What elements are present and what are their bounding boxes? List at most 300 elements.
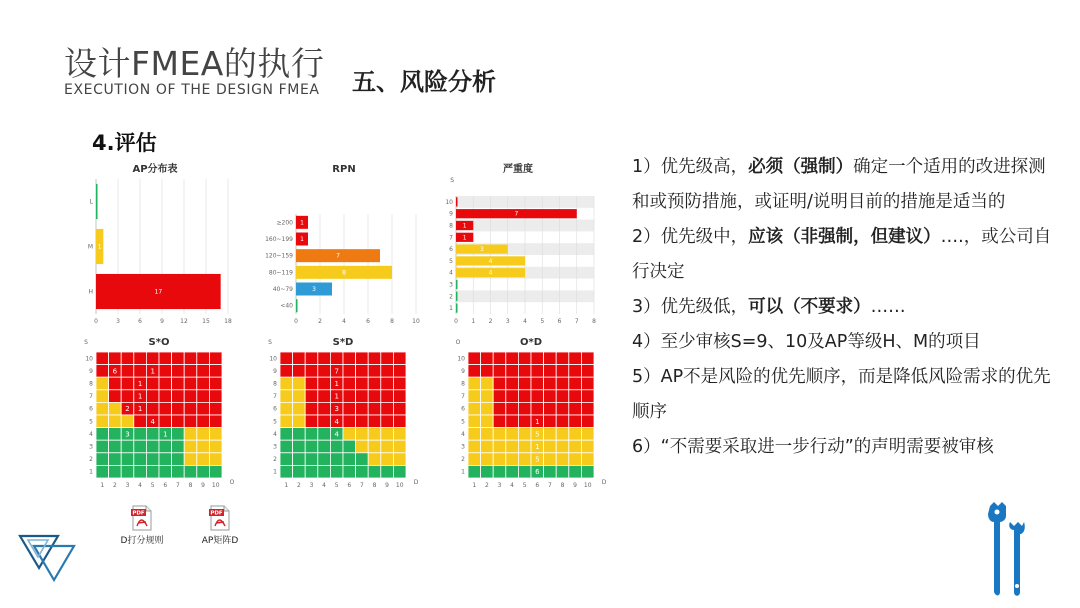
x-tick-label: 4 bbox=[523, 318, 527, 325]
y-tick-label: 6 bbox=[461, 405, 465, 413]
matrix-count-label: 6 bbox=[112, 367, 118, 376]
matrix-cell bbox=[197, 402, 210, 415]
matrix-cell bbox=[318, 428, 331, 441]
matrix-cell bbox=[159, 352, 172, 365]
x-tick-label: 2 bbox=[484, 482, 489, 489]
bar-value-label: 8 bbox=[342, 269, 346, 277]
matrix-count-label: 1 bbox=[334, 380, 339, 388]
bar-value-label: 1 bbox=[462, 222, 467, 230]
matrix-cell bbox=[109, 428, 122, 441]
y-tick-label: 40~79 bbox=[272, 286, 293, 293]
x-tick-label: 8 bbox=[390, 318, 394, 325]
matrix-cell bbox=[581, 390, 594, 403]
matrix-cell bbox=[518, 428, 531, 441]
matrix-cell bbox=[293, 465, 306, 478]
matrix-cell bbox=[481, 352, 494, 365]
matrix-cell bbox=[381, 428, 394, 441]
matrix-cell bbox=[172, 415, 185, 428]
x-tick-label: 6 bbox=[535, 482, 540, 489]
matrix-count-label: 1 bbox=[137, 405, 143, 414]
y-tick-label: 1 bbox=[461, 468, 465, 476]
matrix-cell bbox=[172, 453, 185, 466]
y-axis-label: S bbox=[450, 177, 454, 184]
matrix-cell bbox=[293, 402, 306, 415]
bar bbox=[456, 280, 458, 289]
matrix-cell bbox=[305, 365, 318, 378]
matrix-cell bbox=[293, 453, 306, 466]
matrix-cell bbox=[305, 352, 318, 365]
matrix-cell bbox=[506, 352, 519, 365]
x-tick-label: 12 bbox=[180, 318, 188, 325]
matrix-cell bbox=[581, 440, 594, 453]
y-tick-label: 9 bbox=[449, 210, 453, 218]
matrix-cell bbox=[172, 465, 185, 478]
matrix-cell bbox=[544, 402, 557, 415]
y-tick-label: 2 bbox=[461, 456, 465, 464]
matrix-cell bbox=[318, 415, 331, 428]
x-tick-label: 3 bbox=[116, 318, 120, 325]
x-tick-label: 2 bbox=[318, 318, 322, 325]
matrix-cell bbox=[368, 377, 381, 390]
guidance-notes bbox=[632, 150, 1052, 465]
matrix-cell bbox=[544, 390, 557, 403]
x-axis-label: D bbox=[601, 479, 607, 486]
x-tick-label: 2 bbox=[296, 482, 301, 489]
matrix-cell bbox=[493, 453, 506, 466]
matrix-cell bbox=[121, 415, 134, 428]
matrix-cell bbox=[356, 415, 369, 428]
matrix-cell bbox=[209, 402, 222, 415]
matrix-cell bbox=[96, 428, 109, 441]
matrix-cell bbox=[381, 440, 394, 453]
y-tick-label: 4 bbox=[449, 269, 453, 277]
matrix-cell bbox=[96, 465, 109, 478]
note-text: 2）优先级中， bbox=[632, 227, 749, 247]
matrix-cell bbox=[544, 465, 557, 478]
matrix-cell bbox=[493, 402, 506, 415]
attachment-d-scoring-rules[interactable] bbox=[110, 505, 174, 546]
x-tick-label: 1 bbox=[100, 482, 105, 489]
x-tick-label: 7 bbox=[547, 482, 552, 489]
wrench-icon bbox=[984, 500, 1032, 600]
matrix-cell bbox=[159, 377, 172, 390]
ap-distribution-chart bbox=[80, 160, 250, 332]
matrix-cell bbox=[96, 402, 109, 415]
bar-value-label: 1 bbox=[97, 243, 102, 251]
matrix-cell bbox=[209, 428, 222, 441]
matrix-cell bbox=[468, 465, 481, 478]
matrix-cell bbox=[197, 453, 210, 466]
matrix-cell bbox=[381, 352, 394, 365]
matrix-count-label: 5 bbox=[535, 430, 540, 439]
matrix-count-label: 1 bbox=[535, 417, 540, 426]
evaluation-title: 4.评估 bbox=[92, 131, 157, 155]
matrix-cell bbox=[109, 440, 122, 453]
note-item bbox=[632, 150, 1052, 220]
matrix-cell bbox=[506, 440, 519, 453]
matrix-cell bbox=[356, 377, 369, 390]
matrix-cell bbox=[318, 402, 331, 415]
matrix-cell bbox=[506, 365, 519, 378]
matrix-cell bbox=[184, 465, 197, 478]
matrix-cell bbox=[109, 415, 122, 428]
matrix-cell bbox=[121, 377, 134, 390]
matrix-cell bbox=[305, 428, 318, 441]
matrix-cell bbox=[293, 415, 306, 428]
matrix-cell bbox=[209, 453, 222, 466]
matrix-cell bbox=[318, 440, 331, 453]
x-tick-label: 5 bbox=[334, 482, 339, 489]
bar-value-label: 3 bbox=[312, 286, 316, 293]
y-tick-label: 5 bbox=[273, 418, 277, 426]
matrix-cell bbox=[134, 365, 147, 378]
matrix-cell bbox=[172, 428, 185, 441]
matrix-cell bbox=[531, 390, 544, 403]
y-tick-label: 10 bbox=[445, 198, 453, 206]
matrix-cell bbox=[197, 390, 210, 403]
triangle-logo-icon bbox=[18, 532, 76, 584]
matrix-cell bbox=[468, 402, 481, 415]
matrix-cell bbox=[184, 390, 197, 403]
matrix-cell bbox=[280, 428, 293, 441]
bar bbox=[456, 303, 458, 312]
matrix-cell bbox=[343, 415, 356, 428]
matrix-cell bbox=[318, 465, 331, 478]
matrix-cell bbox=[109, 465, 122, 478]
matrix-cell bbox=[146, 402, 159, 415]
matrix-cell bbox=[506, 390, 519, 403]
matrix-cell bbox=[209, 465, 222, 478]
matrix-cell bbox=[556, 415, 569, 428]
matrix-count-label: 1 bbox=[163, 430, 168, 439]
matrix-cell bbox=[305, 415, 318, 428]
bar-value-label: 7 bbox=[514, 210, 519, 218]
matrix-count-label: 4 bbox=[334, 430, 339, 439]
y-tick-label: 4 bbox=[273, 430, 277, 438]
matrix-cell bbox=[184, 402, 197, 415]
matrix-count-label: 1 bbox=[150, 367, 155, 376]
bar bbox=[96, 184, 98, 219]
matrix-cell bbox=[493, 415, 506, 428]
y-tick-label: 80~119 bbox=[268, 269, 293, 277]
note-text: 6）“不需要采取进一步行动”的声明需要被审核 bbox=[632, 437, 994, 457]
note-text: ….，或公司自行决定 bbox=[632, 227, 1052, 282]
x-tick-label: 3 bbox=[309, 482, 314, 489]
chart-title: RPN bbox=[332, 164, 356, 175]
y-tick-label: 1 bbox=[449, 305, 453, 313]
matrix-cell bbox=[481, 415, 494, 428]
matrix-cell bbox=[159, 390, 172, 403]
matrix-cell bbox=[368, 453, 381, 466]
y-tick-label: 7 bbox=[449, 234, 453, 242]
matrix-cell bbox=[343, 390, 356, 403]
x-tick-label: 7 bbox=[175, 482, 180, 489]
bar-value-label: 4 bbox=[488, 269, 493, 277]
matrix-count-label: 3 bbox=[334, 405, 339, 414]
matrix-cell bbox=[121, 352, 134, 365]
matrix-cell bbox=[556, 465, 569, 478]
matrix-cell bbox=[468, 352, 481, 365]
x-tick-label: 8 bbox=[560, 482, 565, 489]
matrix-cell bbox=[556, 365, 569, 378]
matrix-cell bbox=[569, 440, 582, 453]
chart-title: S*O bbox=[148, 337, 170, 348]
matrix-cell bbox=[121, 365, 134, 378]
matrix-cell bbox=[506, 377, 519, 390]
matrix-cell bbox=[159, 365, 172, 378]
matrix-cell bbox=[468, 453, 481, 466]
matrix-cell bbox=[506, 415, 519, 428]
matrix-cell bbox=[109, 390, 122, 403]
matrix-cell bbox=[293, 440, 306, 453]
matrix-cell bbox=[330, 453, 343, 466]
x-tick-label: 0 bbox=[454, 318, 458, 325]
y-tick-label: M bbox=[87, 243, 93, 251]
y-axis-label: O bbox=[455, 339, 461, 346]
matrix-cell bbox=[121, 440, 134, 453]
matrix-cell bbox=[531, 352, 544, 365]
matrix-cell bbox=[184, 415, 197, 428]
matrix-count-label: 1 bbox=[137, 392, 143, 401]
y-tick-label: 6 bbox=[89, 405, 93, 413]
matrix-cell bbox=[209, 390, 222, 403]
y-tick-label: 6 bbox=[273, 405, 277, 413]
matrix-cell bbox=[293, 390, 306, 403]
y-tick-label: 6 bbox=[449, 246, 453, 254]
matrix-cell bbox=[544, 352, 557, 365]
matrix-cell bbox=[293, 377, 306, 390]
matrix-count-label: 6 bbox=[535, 468, 540, 477]
matrix-cell bbox=[393, 390, 406, 403]
x-tick-label: 6 bbox=[557, 318, 562, 325]
x-tick-label: 3 bbox=[125, 482, 130, 489]
matrix-cell bbox=[381, 465, 394, 478]
matrix-cell bbox=[197, 428, 210, 441]
matrix-cell bbox=[518, 440, 531, 453]
chart-title: O*D bbox=[519, 337, 543, 348]
matrix-cell bbox=[280, 352, 293, 365]
matrix-cell bbox=[493, 352, 506, 365]
matrix-cell bbox=[569, 453, 582, 466]
sd-matrix-heatmap bbox=[264, 334, 434, 498]
attachment-label: AP矩阵D bbox=[201, 536, 239, 546]
matrix-cell bbox=[468, 428, 481, 441]
severity-chart bbox=[440, 160, 606, 332]
matrix-cell bbox=[209, 377, 222, 390]
matrix-cell bbox=[305, 453, 318, 466]
matrix-cell bbox=[518, 453, 531, 466]
matrix-count-label: 2 bbox=[125, 405, 130, 414]
matrix-cell bbox=[556, 428, 569, 441]
matrix-cell bbox=[96, 390, 109, 403]
x-tick-label: 8 bbox=[592, 318, 596, 325]
matrix-cell bbox=[184, 365, 197, 378]
matrix-cell bbox=[343, 365, 356, 378]
bar-value-label: 17 bbox=[154, 288, 163, 296]
x-tick-label: 2 bbox=[488, 318, 493, 325]
matrix-cell bbox=[96, 352, 109, 365]
matrix-cell bbox=[209, 440, 222, 453]
matrix-cell bbox=[493, 465, 506, 478]
matrix-cell bbox=[96, 377, 109, 390]
matrix-cell bbox=[280, 465, 293, 478]
matrix-cell bbox=[343, 428, 356, 441]
x-axis-label: O bbox=[229, 479, 235, 486]
matrix-count-label: 7 bbox=[334, 367, 339, 376]
matrix-cell bbox=[343, 352, 356, 365]
bar-value-label: 4 bbox=[488, 257, 493, 265]
matrix-count-label: 4 bbox=[334, 417, 339, 426]
matrix-cell bbox=[96, 440, 109, 453]
y-tick-label: 2 bbox=[273, 456, 277, 464]
x-tick-label: 10 bbox=[395, 482, 404, 489]
matrix-cell bbox=[96, 453, 109, 466]
bar-value-label: 1 bbox=[300, 219, 304, 227]
matrix-cell bbox=[481, 465, 494, 478]
chart-title: AP分布表 bbox=[132, 164, 178, 175]
matrix-cell bbox=[493, 390, 506, 403]
y-tick-label: 160~199 bbox=[265, 236, 293, 243]
matrix-cell bbox=[368, 415, 381, 428]
y-tick-label: 3 bbox=[273, 443, 277, 451]
so-matrix-heatmap bbox=[80, 334, 250, 498]
matrix-cell bbox=[343, 440, 356, 453]
matrix-cell bbox=[305, 465, 318, 478]
matrix-cell bbox=[393, 365, 406, 378]
y-tick-label: 120~159 bbox=[265, 252, 293, 260]
matrix-cell bbox=[381, 390, 394, 403]
x-tick-label: 5 bbox=[522, 482, 527, 489]
bar-value-label: 3 bbox=[479, 246, 484, 254]
y-tick-label: 4 bbox=[89, 430, 93, 438]
y-axis-label: S bbox=[84, 339, 88, 346]
matrix-cell bbox=[518, 377, 531, 390]
x-tick-label: 6 bbox=[347, 482, 352, 489]
matrix-cell bbox=[556, 352, 569, 365]
y-tick-label: 10 bbox=[269, 355, 277, 363]
matrix-cell bbox=[381, 402, 394, 415]
note-text: 确定一个适用的改进探测和或预防措施，或证明/说明目前的措施是适当的 bbox=[632, 157, 1046, 212]
x-tick-label: 10 bbox=[583, 482, 592, 489]
x-tick-label: 6 bbox=[366, 318, 370, 325]
matrix-cell bbox=[468, 390, 481, 403]
matrix-cell bbox=[493, 440, 506, 453]
matrix-cell bbox=[368, 465, 381, 478]
matrix-cell bbox=[343, 377, 356, 390]
matrix-cell bbox=[506, 453, 519, 466]
matrix-cell bbox=[146, 453, 159, 466]
note-text: 1）优先级高， bbox=[632, 157, 749, 177]
attachment-ap-matrix-d[interactable] bbox=[188, 505, 252, 546]
matrix-cell bbox=[330, 465, 343, 478]
matrix-cell bbox=[381, 415, 394, 428]
matrix-cell bbox=[318, 390, 331, 403]
matrix-cell bbox=[146, 352, 159, 365]
x-tick-label: 1 bbox=[472, 482, 477, 489]
matrix-cell bbox=[569, 415, 582, 428]
matrix-cell bbox=[381, 365, 394, 378]
matrix-cell bbox=[293, 365, 306, 378]
matrix-cell bbox=[209, 352, 222, 365]
x-tick-label: 9 bbox=[201, 482, 206, 489]
matrix-cell bbox=[393, 352, 406, 365]
note-emphasis: 可以（不要求） bbox=[748, 297, 871, 317]
matrix-cell bbox=[581, 352, 594, 365]
matrix-cell bbox=[209, 365, 222, 378]
matrix-cell bbox=[305, 440, 318, 453]
matrix-cell bbox=[159, 440, 172, 453]
matrix-count-label: 3 bbox=[125, 430, 130, 439]
matrix-cell bbox=[393, 465, 406, 478]
matrix-cell bbox=[134, 352, 147, 365]
matrix-cell bbox=[159, 453, 172, 466]
matrix-cell bbox=[569, 402, 582, 415]
matrix-cell bbox=[493, 428, 506, 441]
y-tick-label: 7 bbox=[89, 393, 93, 401]
matrix-cell bbox=[330, 352, 343, 365]
matrix-cell bbox=[197, 415, 210, 428]
matrix-cell bbox=[544, 377, 557, 390]
matrix-cell bbox=[197, 365, 210, 378]
matrix-cell bbox=[293, 352, 306, 365]
matrix-cell bbox=[356, 390, 369, 403]
matrix-cell bbox=[318, 365, 331, 378]
y-tick-label: 8 bbox=[461, 380, 465, 388]
pdf-file-icon bbox=[209, 505, 231, 531]
matrix-cell bbox=[356, 352, 369, 365]
matrix-cell bbox=[393, 428, 406, 441]
chart-title: S*D bbox=[332, 337, 354, 348]
matrix-cell bbox=[569, 465, 582, 478]
x-tick-label: 1 bbox=[471, 318, 476, 325]
matrix-cell bbox=[280, 365, 293, 378]
matrix-cell bbox=[134, 465, 147, 478]
matrix-cell bbox=[343, 402, 356, 415]
matrix-cell bbox=[506, 428, 519, 441]
x-tick-label: 5 bbox=[150, 482, 155, 489]
y-tick-label: <40 bbox=[280, 302, 293, 310]
matrix-cell bbox=[581, 428, 594, 441]
matrix-cell bbox=[581, 402, 594, 415]
matrix-count-label: 1 bbox=[137, 380, 143, 388]
y-tick-label: 5 bbox=[89, 418, 93, 426]
matrix-cell bbox=[305, 390, 318, 403]
matrix-cell bbox=[146, 377, 159, 390]
x-axis-label: D bbox=[413, 479, 419, 486]
matrix-cell bbox=[393, 377, 406, 390]
section-title: 五、风险分析 bbox=[352, 68, 496, 96]
matrix-cell bbox=[581, 453, 594, 466]
x-tick-label: 10 bbox=[412, 318, 420, 325]
matrix-cell bbox=[159, 415, 172, 428]
note-text: 5）AP不是风险的优先顺序，而是降低风险需求的优先顺序 bbox=[632, 367, 1051, 422]
x-tick-label: 9 bbox=[385, 482, 390, 489]
matrix-cell bbox=[172, 365, 185, 378]
matrix-cell bbox=[556, 440, 569, 453]
y-tick-label: 7 bbox=[273, 393, 277, 401]
matrix-cell bbox=[481, 453, 494, 466]
pdf-file-icon bbox=[131, 505, 153, 531]
matrix-cell bbox=[134, 415, 147, 428]
matrix-cell bbox=[134, 440, 147, 453]
matrix-cell bbox=[356, 402, 369, 415]
matrix-cell bbox=[518, 390, 531, 403]
matrix-cell bbox=[556, 390, 569, 403]
matrix-cell bbox=[368, 365, 381, 378]
x-tick-label: 2 bbox=[112, 482, 117, 489]
x-tick-label: 6 bbox=[163, 482, 168, 489]
matrix-cell bbox=[556, 402, 569, 415]
